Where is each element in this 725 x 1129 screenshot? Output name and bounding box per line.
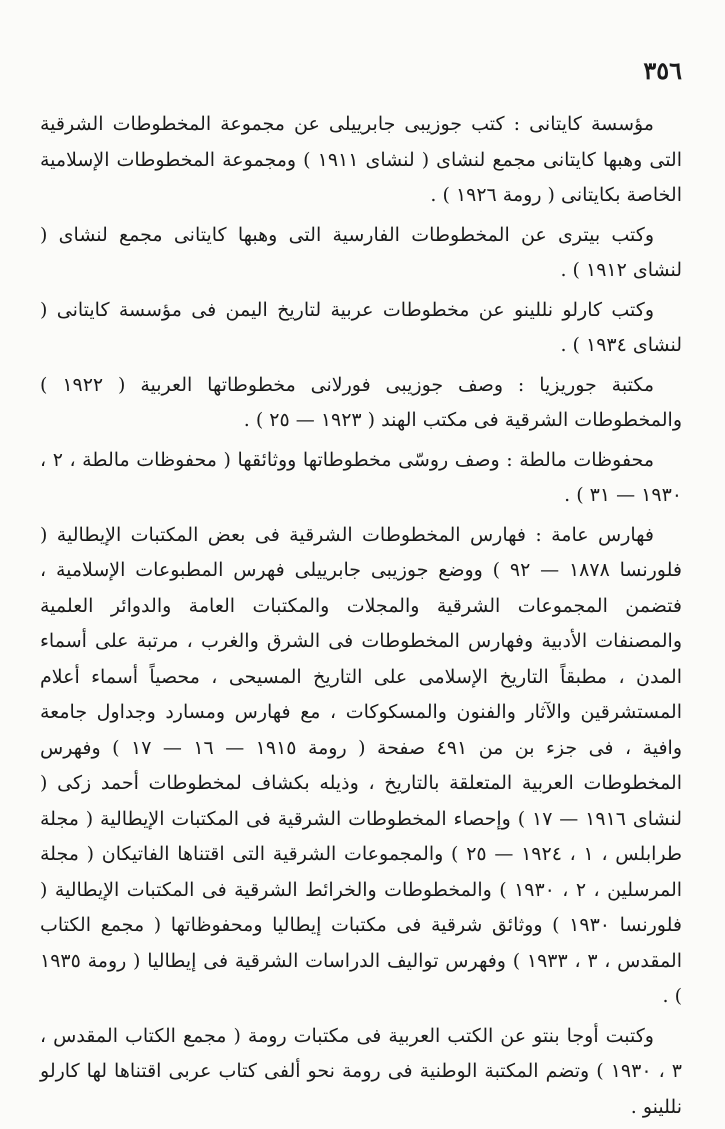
body-text — [40, 107, 682, 1125]
paragraph-petri-persian: وكتب بيترى عن المخطوطات الفارسية التى وهبها كايتانى مجمع لنشاى ( لنشاى ١٩١٢ ) . — [40, 223, 682, 281]
document-page — [40, 56, 682, 1129]
paragraph-nallino-yemen: وكتب كارلو نللينو عن مخطوطات عربية لتاريخ اليمن فى مؤسسة كايتانى ( لنشاى ١٩٣٤ ) . — [40, 298, 682, 356]
paragraph-gorizia-library: مكتبة جوريزيا : وصف جوزيبى فورلانى مخطوطاتها العربية ( ١٩٢٢ ) والمخطوطات الشرقية فى مكتب الهند ( ١٩٢٣ — ٢٥ ) . — [40, 373, 682, 431]
page-number: ٣٥٦ — [643, 56, 682, 85]
paragraph-malta-archives: محفوظات مالطة : وصف روسّى مخطوطاتها ووثائقها ( محفوظات مالطة ، ٢ ، ١٩٣٠ — ٣١ ) . — [40, 448, 682, 506]
paragraph-caetani-foundation: مؤسسة كايتانى : كتب جوزيبى جابرييلى عن مجموعة المخطوطات الشرقية التى وهبها كايتانى مجمع لنشاى ( لنشاى ١٩١١ ) ومجموعة المخطوطات الإسلامية الخاصة بكايتانى ( رومة ١٩٢٦ ) . — [40, 113, 682, 206]
paragraph-general-catalogues: فهارس عامة : فهارس المخطوطات الشرقية فى بعض المكتبات الإيطالية ( فلورنسا ١٨٧٨ — ٩٢ ) ووضع جوزيبى جابرييلى فهرس المطبوعات الإسلامية ، فتضمن المجموعات الشرقية والمجلات والمكتبات العامة والدوائر العلمية والمصنفات الأدبية وفهارس المخطوطات فى الشرق والغرب ، مرتبة على أسماء المدن ، مطبقاً التاريخ الإسلامى على التاريخ المسيحى ، محصياً أسماء أعلام المستشرقين والآثار والفنون والمسكوكات ، مع فهارس ومسارد وجداول جامعة وافية ، فى جزء بن من ٤٩١ صفحة ( رومة ١٩١٥ — ١٦ — ١٧ ) وفهرس المخطوطات العربية المتعلقة بالتاريخ ، وذيله بكشاف لمخطوطات أحمد زكى ( لنشاى ١٩١٦ — ١٧ ) وإحصاء المخطوطات الشرقية فى المكتبات الإيطالية ( مجلة طرابلس ، ١ ، ١٩٢٤ — ٢٥ ) والمجموعات الشرقية التى اقتناها الفاتيكان ( مجلة المرسلين ، ٢ ، ١٩٣٠ ) والمخطوطات والخرائط الشرقية فى المكتبات الإيطالية ( فلورنسا ١٩٣٠ ) ووثائق شرقية فى مكتبات إيطاليا ومحفوظاتها ( مجمع الكتاب المقدس ، ٣ ، ١٩٣٣ ) وفهرس تواليف الدراسات الشرقية فى إيطاليا ( رومة ١٩٣٥ ) . — [40, 523, 683, 1007]
paragraph-pinto-rome: وكتبت أوجا بنتو عن الكتب العربية فى مكتبات رومة ( مجمع الكتاب المقدس ، ٣ ، ١٩٣٠ ) وتضم المكتبة الوطنية فى رومة نحو ألفى كتاب عربى اقتناها لها كارلو نللينو . — [40, 1024, 682, 1118]
